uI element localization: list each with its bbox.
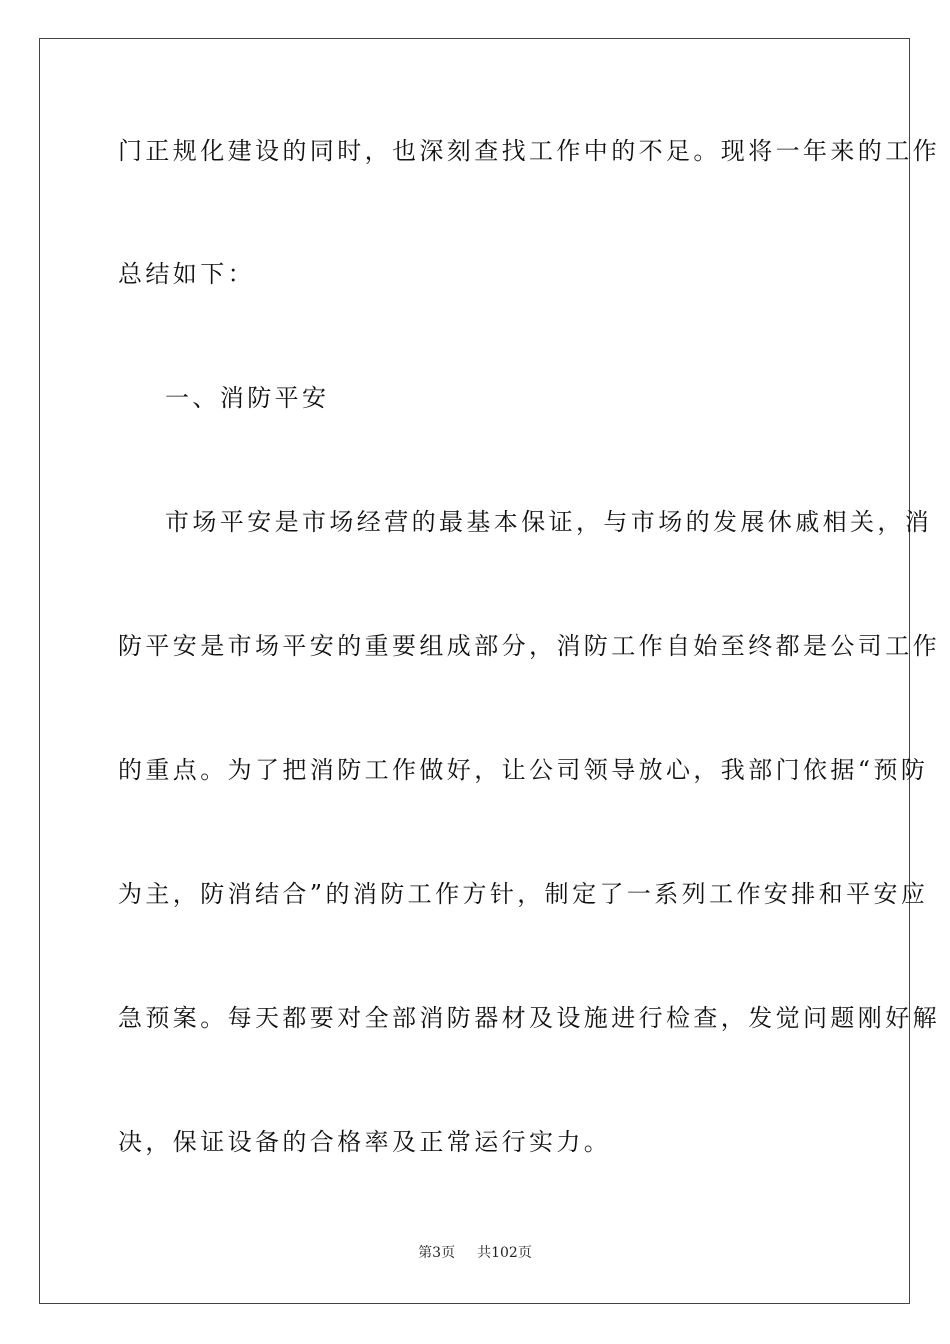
body-line: 决，保证设备的合格率及正常运行实力。 [118, 1128, 612, 1156]
page-border [39, 38, 940, 1304]
body-line: 门正规化建设的同时，也深刻查找工作中的不足。现将一年来的工作 [118, 137, 940, 165]
page-number: 第3页 [418, 1245, 456, 1261]
page-footer [0, 1244, 950, 1262]
body-line: 防平安是市场平安的重要组成部分，消防工作自始至终都是公司工作 [118, 632, 940, 660]
body-line: 市场平安是市场经营的最基本保证，与市场的发展休戚相关，消 [165, 508, 933, 536]
body-line: 的重点。为了把消防工作做好，让公司领导放心，我部门依据“预防 [118, 756, 929, 784]
body-line: 总结如下： [118, 260, 255, 288]
body-line: 急预案。每天都要对全部消防器材及设施进行检查，发觉问题刚好解 [118, 1004, 940, 1032]
section-heading: 一、消防平安 [165, 384, 330, 412]
body-line: 为主，防消结合”的消防工作方针，制定了一系列工作安排和平安应 [118, 880, 929, 908]
page-total: 共102页 [477, 1245, 532, 1261]
